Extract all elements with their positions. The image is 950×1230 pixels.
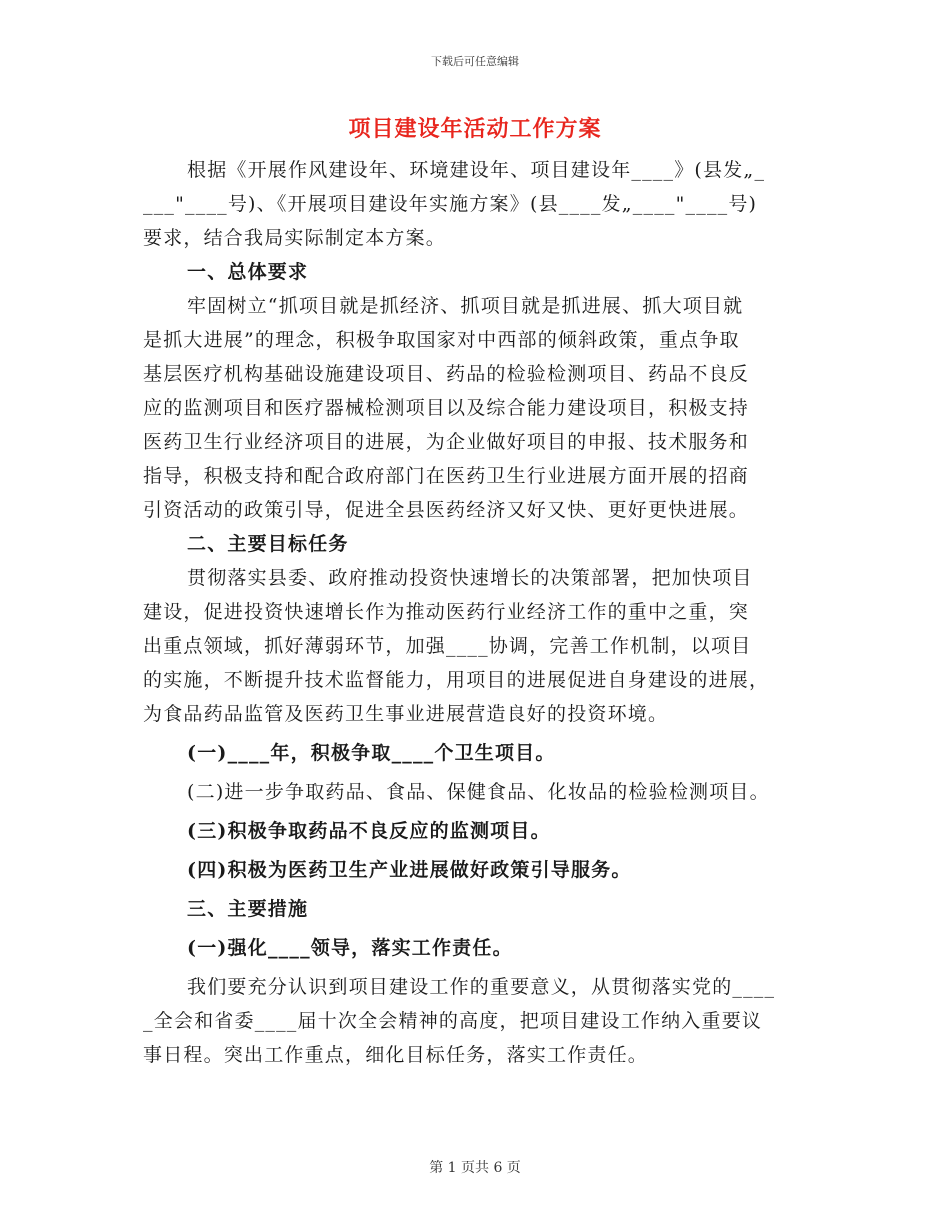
paragraph-line: 根据《开展作风建设年、环境建设年、项目建设年____》(县发„_ bbox=[187, 159, 766, 181]
document-body bbox=[143, 153, 811, 1072]
paragraph-line: 贯彻落实县委、政府推动投资快速增长的决策部署，把加快项目 bbox=[187, 567, 753, 589]
paragraph-line: 引资活动的政策引导，促进全县医药经济又好又快、更好更快进展。 bbox=[143, 499, 750, 521]
paragraph-line: 为食品药品监管及医药卫生事业进展营造良好的投资环境。 bbox=[143, 703, 669, 725]
document-title: 项目建设年活动工作方案 bbox=[348, 116, 602, 142]
page-footer-number: 第 1 页共 6 页 bbox=[429, 1160, 521, 1176]
paragraph-line: 出重点领域，抓好薄弱环节，加强____协调，完善工作机制，以项目 bbox=[143, 635, 752, 657]
section-heading-main-measures: 三、主要措施 bbox=[187, 898, 309, 920]
paragraph-line: 建设，促进投资快速增长作为推动医药行业经济工作的重中之重，突 bbox=[143, 601, 750, 623]
target-item-2: (二)进一步争取药品、食品、保健食品、化妆品的检验检测项目。 bbox=[187, 781, 770, 803]
paragraph-line: 牢固树立“抓项目就是抓经济、抓项目就是抓进展、抓大项目就 bbox=[187, 295, 744, 317]
page-header-note: 下载后可任意编辑 bbox=[431, 55, 519, 68]
paragraph-line: _全会和省委____届十次全会精神的高度，把项目建设工作纳入重要议 bbox=[143, 1010, 763, 1032]
paragraph-line: 指导，积极支持和配合政府部门在医药卫生行业进展方面开展的招商 bbox=[143, 465, 750, 487]
paragraph-line: 我们要充分认识到项目建设工作的重要意义，从贯彻落实党的____ bbox=[187, 976, 776, 998]
measure-item-1-heading: (一)强化____领导，落实工作责任。 bbox=[187, 937, 513, 959]
paragraph-line: 是抓大进展”的理念，积极争取国家对中西部的倾斜政策，重点争取 bbox=[143, 329, 740, 351]
target-item-1: (一)____年，积极争取____个卫生项目。 bbox=[187, 742, 556, 764]
section-heading-main-targets: 二、主要目标任务 bbox=[187, 533, 349, 555]
paragraph-line: 基层医疗机构基础设施建设项目、药品的检验检测项目、药品不良反 bbox=[143, 363, 750, 385]
paragraph-line: ___"____号)、《开展项目建设年实施方案》(县____发„____"____号) bbox=[143, 193, 758, 215]
paragraph-line: 医药卫生行业经济项目的进展，为企业做好项目的申报、技术服务和 bbox=[143, 431, 750, 453]
target-item-3: (三)积极争取药品不良反应的监测项目。 bbox=[187, 820, 551, 842]
target-item-4: (四)积极为医药卫生产业进展做好政策引导服务。 bbox=[187, 859, 632, 881]
paragraph-line: 事日程。突出工作重点，细化目标任务，落实工作责任。 bbox=[143, 1044, 649, 1066]
paragraph-line: 的实施，不断提升技术监督能力，用项目的进展促进自身建设的进展， bbox=[143, 669, 770, 691]
section-heading-overall-requirements: 一、总体要求 bbox=[187, 261, 309, 283]
paragraph-line: 应的监测项目和医疗器械检测项目以及综合能力建设项目，积极支持 bbox=[143, 397, 750, 419]
paragraph-line: 要求，结合我局实际制定本方案。 bbox=[143, 227, 447, 249]
